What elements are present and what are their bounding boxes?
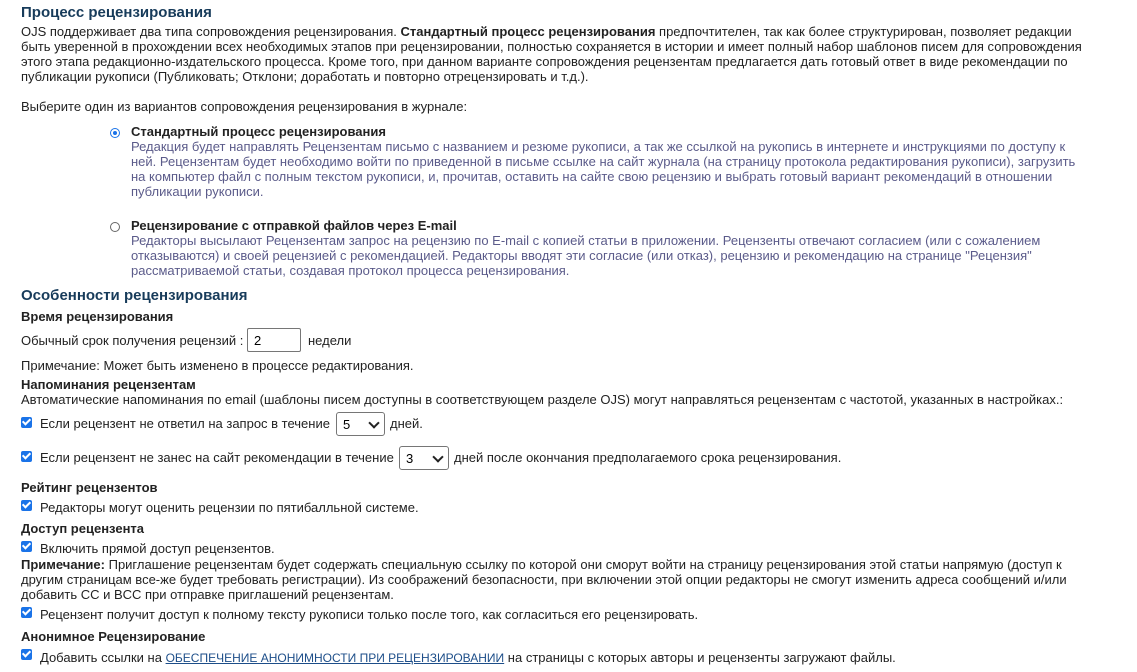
reminder-submit-select[interactable]: 3 bbox=[399, 446, 449, 470]
chevron-down-icon bbox=[368, 417, 379, 428]
fulltext-access-checkbox[interactable] bbox=[21, 607, 32, 618]
rating-heading: Рейтинг рецензентов bbox=[21, 480, 158, 495]
option-email-title: Рецензирование с отправкой файлов через E-mail bbox=[131, 218, 457, 233]
rating-checkbox[interactable] bbox=[21, 500, 32, 511]
reminder-response-unit: дней. bbox=[390, 416, 423, 431]
radio-email-review[interactable] bbox=[110, 222, 120, 232]
reminder-submit-checkbox[interactable] bbox=[21, 451, 32, 462]
reminder-submit-unit: дней после окончания предполагаемого срока рецензирования. bbox=[454, 450, 842, 465]
choose-label: Выберите один из вариантов сопровождения рецензирования в журнале: bbox=[21, 99, 468, 114]
review-time-heading: Время рецензирования bbox=[21, 309, 174, 324]
fulltext-access-label: Рецензент получит доступ к полному тексту рукописи только после того, как согласиться его рецензировать. bbox=[40, 607, 699, 622]
option-standard-desc: Редакция будет направлять Рецензентам письмо с названием и резюме рукописи, а так же ссылкой на рукопись в интернете и инструкциями по доступу к ней. Рецензентам будет необходимо войти по приведенной в письме ссылке на сайт журнала (на страницу протокола редактирования рукописи), загрузить на компьютер файл с полным текстом рукописи, и, прочитав, оставить на сайте свою рецензию и выбрать готовый вариант рекомендаций в отношении публикации рукописи. bbox=[131, 139, 1076, 199]
option-standard-title: Стандартный процесс рецензирования bbox=[131, 124, 386, 139]
reminders-heading: Напоминания рецензентам bbox=[21, 377, 196, 392]
anonymous-checkbox[interactable] bbox=[21, 649, 32, 660]
reminder-response-select[interactable]: 5 bbox=[336, 412, 385, 436]
option-email bbox=[131, 218, 1081, 278]
radio-standard-review[interactable] bbox=[110, 128, 120, 138]
review-process-intro: OJS поддерживает два типа сопровождения рецензирования. Стандартный процесс рецензирования предпочтителен, так как более структурирован, позволяет редакции быть уверенной в прохождении всех необходимых этапов при рецензировании, полностью сохраняется в истории и имеет полный набор шаблонов писем для сопровождения этого этапа редакционно-издательского процесса. Кроме того, при данном варианте сопровождения рецензентам предлагается дать готовый ответ в виде рекомендации по публикации рукописи (Публиковать; Отклони; доработать и повторно отрецензировать и т.д.). bbox=[21, 24, 1082, 84]
rating-label: Редакторы могут оценить рецензии по пятибалльной системе. bbox=[40, 500, 419, 515]
anonymous-label: Добавить ссылки на ОБЕСПЕЧЕНИЕ АНОНИМНОСТИ ПРИ РЕЦЕНЗИРОВАНИИ на страницы с которых авторы и рецензенты загружают файлы. bbox=[40, 650, 896, 665]
features-heading: Особенности рецензирования bbox=[21, 287, 248, 304]
direct-access-label: Включить прямой доступ рецензентов. bbox=[40, 541, 275, 556]
anonymous-heading: Анонимное Рецензирование bbox=[21, 629, 206, 644]
review-weeks-input[interactable] bbox=[247, 328, 301, 352]
chevron-down-icon bbox=[432, 451, 443, 462]
anonymous-review-link[interactable]: ОБЕСПЕЧЕНИЕ АНОНИМНОСТИ ПРИ РЕЦЕНЗИРОВАНИИ bbox=[165, 651, 505, 665]
reminder-response-checkbox[interactable] bbox=[21, 417, 32, 428]
access-heading: Доступ рецензента bbox=[21, 521, 145, 536]
review-time-label: Обычный срок получения рецензий : bbox=[21, 333, 244, 348]
option-standard bbox=[131, 124, 1081, 199]
direct-access-checkbox[interactable] bbox=[21, 541, 32, 552]
reminders-desc: Автоматические напоминания по email (шаблоны писем доступны в соответствующем разделе OJS) могут направляться рецензентам с частотой, указанных в настройках.: bbox=[21, 392, 1064, 407]
review-time-note: Примечание: Может быть изменено в процессе редактирования. bbox=[21, 358, 414, 373]
option-email-desc: Редакторы высылают Рецензентам запрос на рецензию по E-mail с копией статьи в приложении. Рецензенты отвечают согласием (или с сожалением отказываются) и своей рецензией с рекомендацией. Редакторы вводят эти согласие (или отказ), рецензию и рекомендацию на странице "Рецензия" рассматриваемой статьи, создавая протокол процесса рецензирования. bbox=[131, 233, 1041, 278]
reminder-response-label: Если рецензент не ответил на запрос в течение bbox=[40, 416, 330, 431]
access-note: Примечание: Приглашение рецензентам будет содержать специальную ссылку по которой они сморут войти на страницу рецензирования этой статьи напрямую (доступ к другим страницам все-же будет требовать регистрации). Из соображений безопасности, при включении этой опции редакторы не смогут изменить адреса сообщений и/или добавить CC и BCC при отправке приглашений рецензентам. bbox=[21, 557, 1067, 602]
intro-bold: Стандартный процесс рецензирования bbox=[400, 24, 656, 39]
review-time-unit: недели bbox=[308, 333, 352, 348]
reminder-submit-label: Если рецензент не занес на сайт рекомендации в течение bbox=[40, 450, 394, 465]
review-process-heading: Процесс рецензирования bbox=[21, 4, 212, 21]
